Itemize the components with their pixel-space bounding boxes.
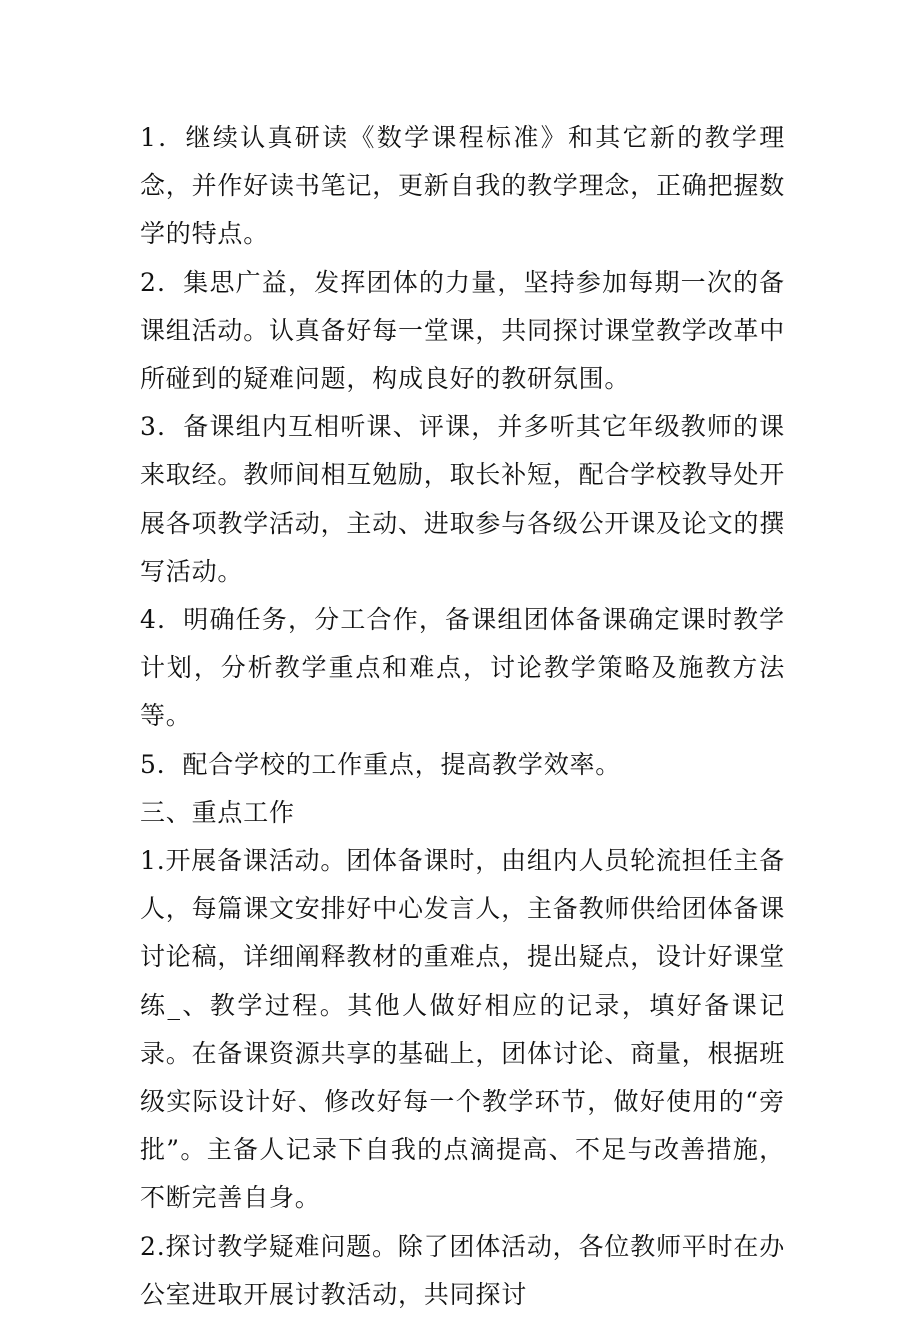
- paragraph-1: 1．继续认真研读《数学课程标准》和其它新的教学理念，并作好读书笔记，更新自我的教学理念，正确把握数学的特点。: [140, 123, 786, 249]
- paragraph-4: 4．明确任务，分工合作，备课组团体备课确定课时教学计划，分析教学重点和难点，讨论教学策略及施教方法等。: [140, 605, 785, 731]
- document-body: [140, 114, 785, 1319]
- section-heading: 三、重点工作: [140, 797, 295, 827]
- paragraph-2: 2．集思广益，发挥团体的力量，坚持参加每期一次的备课组活动。认真备好每一堂课，共同探讨课堂教学改革中所碰到的疑难问题，构成良好的教研氛围。: [140, 267, 786, 394]
- paragraph-5: 5．配合学校的工作重点，提高教学效率。: [140, 749, 622, 779]
- paragraph-3: 3．备课组内互相听课、评课，并多听其它年级教师的课来取经。教师间相互勉励，取长补短，配合学校教导处开展各项教学活动，主动、进取参与各级公开课及论文的撰写活动。: [140, 412, 786, 586]
- paragraph-8: 2.探讨教学疑难问题。除了团体活动，各位教师平时在办公室进取开展讨教活动，共同探讨: [140, 1231, 785, 1309]
- paragraph-7: 1.开展备课活动。团体备课时，由组内人员轮流担任主备人，每篇课文安排好中心发言人，主备教师供给团体备课讨论稿，详细阐释教材的重难点，提出疑点，设计好课堂练_、教学过程。其他人做好相应的记录，填好备课记录。在备课资源共享的基础上，团体讨论、商量，根据班级实际设计好、修改好每一个教学环节，做好使用的“旁批”。主备人记录下自我的点滴提高、不足与改善措施，不断完善自身。: [140, 846, 786, 1213]
